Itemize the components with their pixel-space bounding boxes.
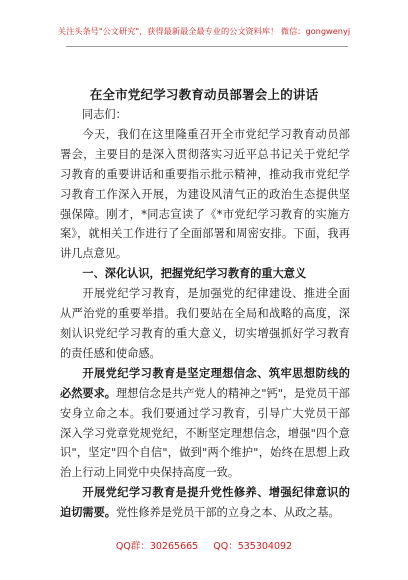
paragraph-body: 党性修养是党员干部的立身之本、从政之基。: [115, 506, 340, 520]
salutation: 同志们：: [82, 108, 127, 121]
header-divider: [66, 46, 348, 47]
section-paragraph: [60, 364, 350, 483]
qq-number: QQ：535304092: [213, 541, 293, 552]
footer-contact: [0, 538, 408, 552]
paragraph-lead: 开展党纪学习教育是坚定理想信念、筑牢思想防线的必然要求。: [60, 365, 350, 400]
paragraph-body: 理想信念是共产党人的精神之"钙"，是党员干部安身立命之本。我们要通过学习教育，引导广大党员干部深入学习党章党规党纪，不断坚定理想信念，增强"四个意识"，坚定"四个自信"，做到"两个维护"，始终在思想上政治上行动上同党中央保持高度一致。: [60, 386, 350, 480]
document-body: [60, 105, 350, 523]
document-title: 在全市党纪学习教育动员部署会上的讲话: [89, 87, 319, 102]
section-paragraph: [60, 483, 350, 523]
header-banner: 关注头条号"公文研究"，获得最新最全最专业的公文资料库！ 微信：gongwenyj: [57, 26, 351, 36]
section-paragraph: 开展党纪学习教育，是加强党的纪律建设、推进全面从严治党的重要举措。我们要站在全局和战略的高度，深刻认识党纪学习教育的重大意义，切实增强抓好学习教育的责任感和使命感。: [60, 287, 350, 360]
section-heading: 一、深化认识，把握党纪学习教育的重大意义: [82, 266, 307, 281]
intro-paragraph: 今天，我们在这里隆重召开全市党纪学习教育动员部署会，主要目的是深入贯彻落实习近平总书记关于党纪学习教育的重要讲话和重要指示批示精神，推动我市党纪学习教育工作深入开展，为建设风清气正的政治生态提供坚强保障。刚才，*同志宣读了《*市党纪学习教育的实施方案》，就相关工作进行了全面部署和周密安排。下面，我再讲几点意见。: [60, 127, 350, 261]
qq-group: QQ群：30265665: [115, 541, 199, 552]
paragraph-lead: 开展党纪学习教育是提升党性修养、增强纪律意识的迫切需要。: [60, 485, 350, 520]
